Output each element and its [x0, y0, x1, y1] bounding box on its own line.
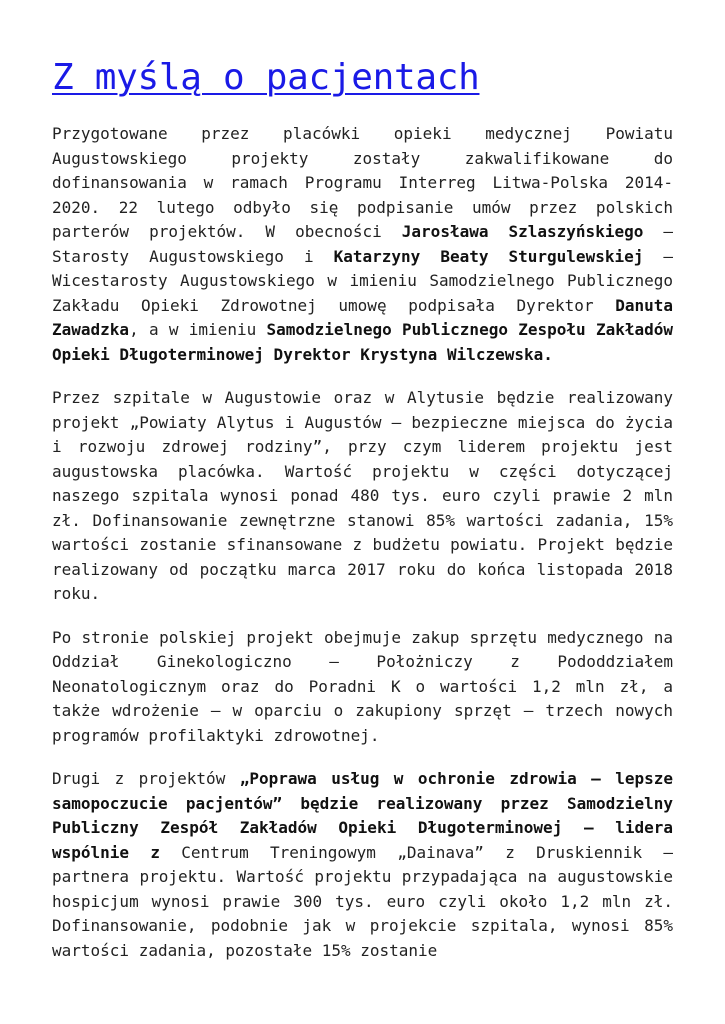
- paragraph-4-bold-1: „Poprawa usług w ochronie zdrowia – lepsze samopoczucie pacjentów” będzie realizowany przez Samodzielny Publiczny Zespół Zakładów Opieki Długoterminowej – lidera wspólnie z: [52, 769, 673, 862]
- paragraph-1: [52, 122, 673, 367]
- paragraph-4: [52, 767, 673, 963]
- paragraph-1-text-2: – Starosty Augustowskiego i: [52, 222, 674, 266]
- paragraph-4-text-1: Drugi z projektów: [52, 769, 240, 788]
- paragraph-1-text-4: , a w imieniu: [129, 320, 267, 339]
- paragraph-1-bold-2: Katarzyny Beaty Sturgulewskiej: [333, 246, 644, 266]
- article-title: [52, 54, 673, 102]
- paragraph-1-text-3: – Wicestarosty Augustowskiego w imieniu Samodzielnego Publicznego Zakładu Opieki Zdrowotnej umowę podpisała Dyrektor: [52, 246, 674, 315]
- paragraph-1-text-1: Przygotowane przez placówki opieki medycznej Powiatu Augustowskiego projekty zostały zakwalifikowane do dofinansowania w ramach Programu Interreg Litwa-Polska 2014-2020. 22 lutego odbyło się podpisanie umów przez polskich parterów projektów. W obecności: [52, 124, 673, 241]
- article-title-link[interactable]: Z myślą o pacjentach: [52, 57, 480, 98]
- paragraph-1-bold-3: Danuta Zawadzka: [52, 295, 673, 339]
- paragraph-4-text-2: Centrum Treningowym „Dainava” z Druskiennik – partnera projektu. Wartość projektu przypadająca na augustowskie hospicjum wynosi prawie 300 tys. euro czyli około 1,2 mln zł. Dofinansowanie, podobnie jak w projekcie szpitala, wynosi 85% wartości zadania, pozostałe 15% zostanie: [52, 842, 674, 960]
- paragraph-2: Przez szpitale w Augustowie oraz w Alytusie będzie realizowany projekt „Powiaty Alytus i Augustów – bezpieczne miejsca do życia i rozwoju zdrowej rodziny”, przy czym liderem projektu jest augustowska placówka. Wartość projektu w części dotyczącej naszego szpitala wynosi ponad 480 tys. euro czyli prawie 2 mln zł. Dofinansowanie zewnętrzne stanowi 85% wartości zadania, 15% wartości zostanie sfinansowane z budżetu powiatu. Projekt będzie realizowany od początku marca 2017 roku do końca listopada 2018 roku.: [52, 388, 673, 603]
- paragraph-3: Po stronie polskiej projekt obejmuje zakup sprzętu medycznego na Oddział Ginekologiczno – Położniczy z Pododdziałem Neonatologicznym oraz do Poradni K o wartości 1,2 mln zł, a także wdrożenie – w oparciu o zakupiony sprzęt – trzech nowych programów profilaktyki zdrowotnej.: [52, 627, 673, 745]
- paragraph-1-bold-1: Jarosława Szlaszyńskiego: [401, 222, 644, 241]
- paragraph-1-bold-4: Samodzielnego Publicznego Zespołu Zakładów Opieki Długoterminowej Dyrektor Krystyna Wilczewska.: [52, 320, 674, 364]
